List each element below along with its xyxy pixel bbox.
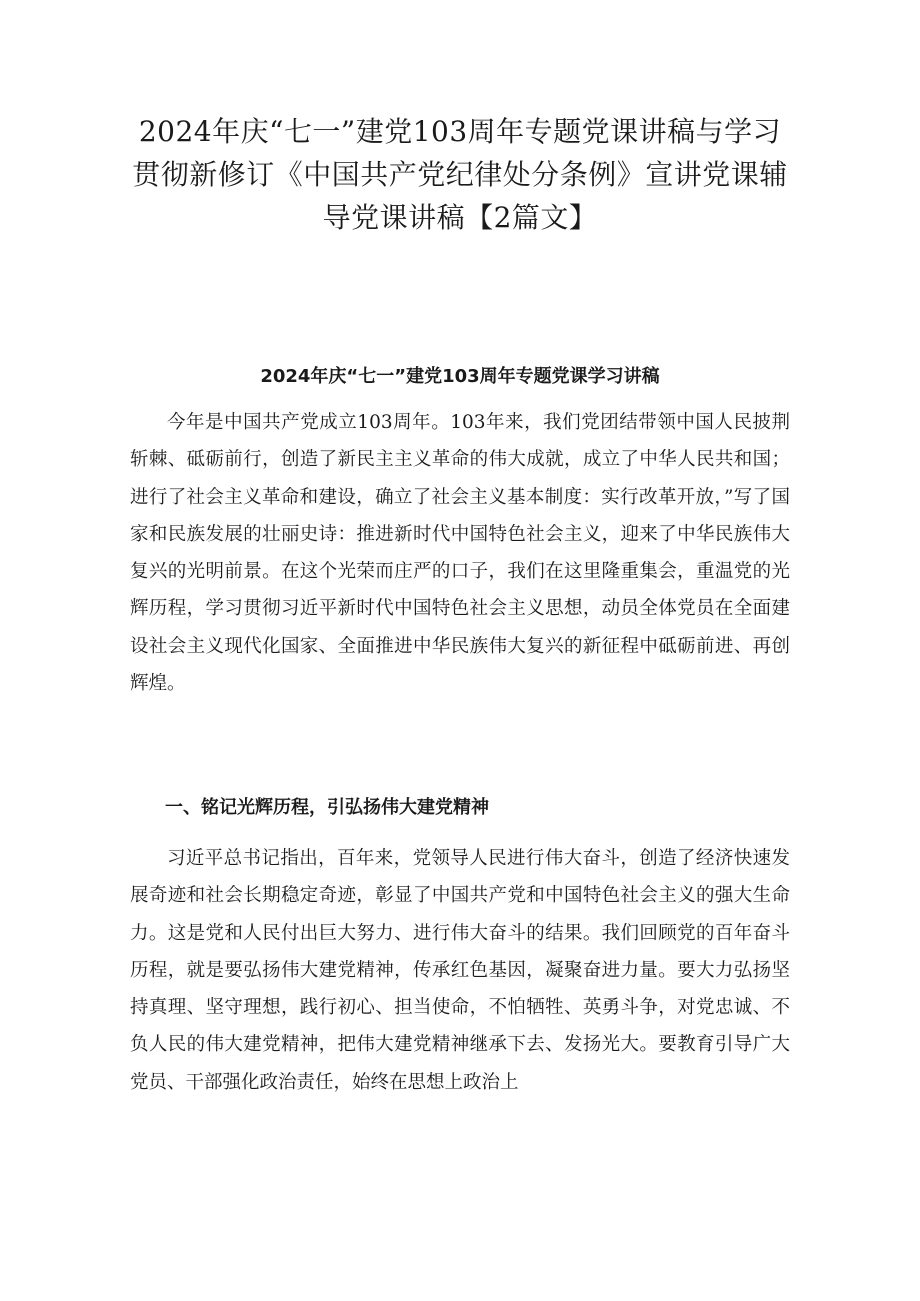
section-heading: 一、铭记光辉历程，引弘扬伟大建党精神 — [165, 797, 489, 818]
paragraph-body: 习近平总书记指出，百年来，党领导人民进行伟大奋斗，创造了经济快速发展奇迹和社会长期稳定奇迹，彰显了中国共产党和中国特色社会主义的强大生命力。这是党和人民付出巨大努力、进行伟大奋斗的结果。我们回顾党的百年奋斗历程，就是要弘扬伟大建党精神，传承红色基因，凝聚奋进力量。要大力弘扬坚持真理、坚守理想，践行初心、担当使命，不怕牺牲、英勇斗争，对党忠诚、不负人民的伟大建党精神，把伟大建党精神继承下去、发扬光大。要教育引导广大党员、干部强化政治责任，始终在思想上政治上 — [130, 848, 790, 1093]
paragraph-intro: 今年是中国共产党成立103周年。103年来，我们党团结带领中国人民披荆斩棘、砥砺前行，创造了新民主主义革命的伟大成就，成立了中华人民共和国；进行了社会主义革命和建设，确立了社会主义基本制度：实行改革开放，”写了国家和民族发展的壮丽史诗：推进新时代中国特色社会主义，迎来了中华民族伟大复兴的光明前景。在这个光荣而庄严的口子，我们在这里隆重集会，重温党的光辉历程，学习贯彻习近平新时代中国特色社会主义思想，动员全体党员在全面建设社会主义现代化国家、全面推进中华民族伟大复兴的新征程中砥砺前进、再创辉煌。 — [130, 412, 790, 695]
document-title: 2024年庆“七一”建党103周年专题党课讲稿与学习贯彻新修订《中国共产党纪律处分条例》宣讲党课辅导党课讲稿【2篇文】 — [132, 115, 788, 234]
article-title: 2024年庆“七一”建党103周年专题党课学习讲稿 — [260, 366, 660, 387]
